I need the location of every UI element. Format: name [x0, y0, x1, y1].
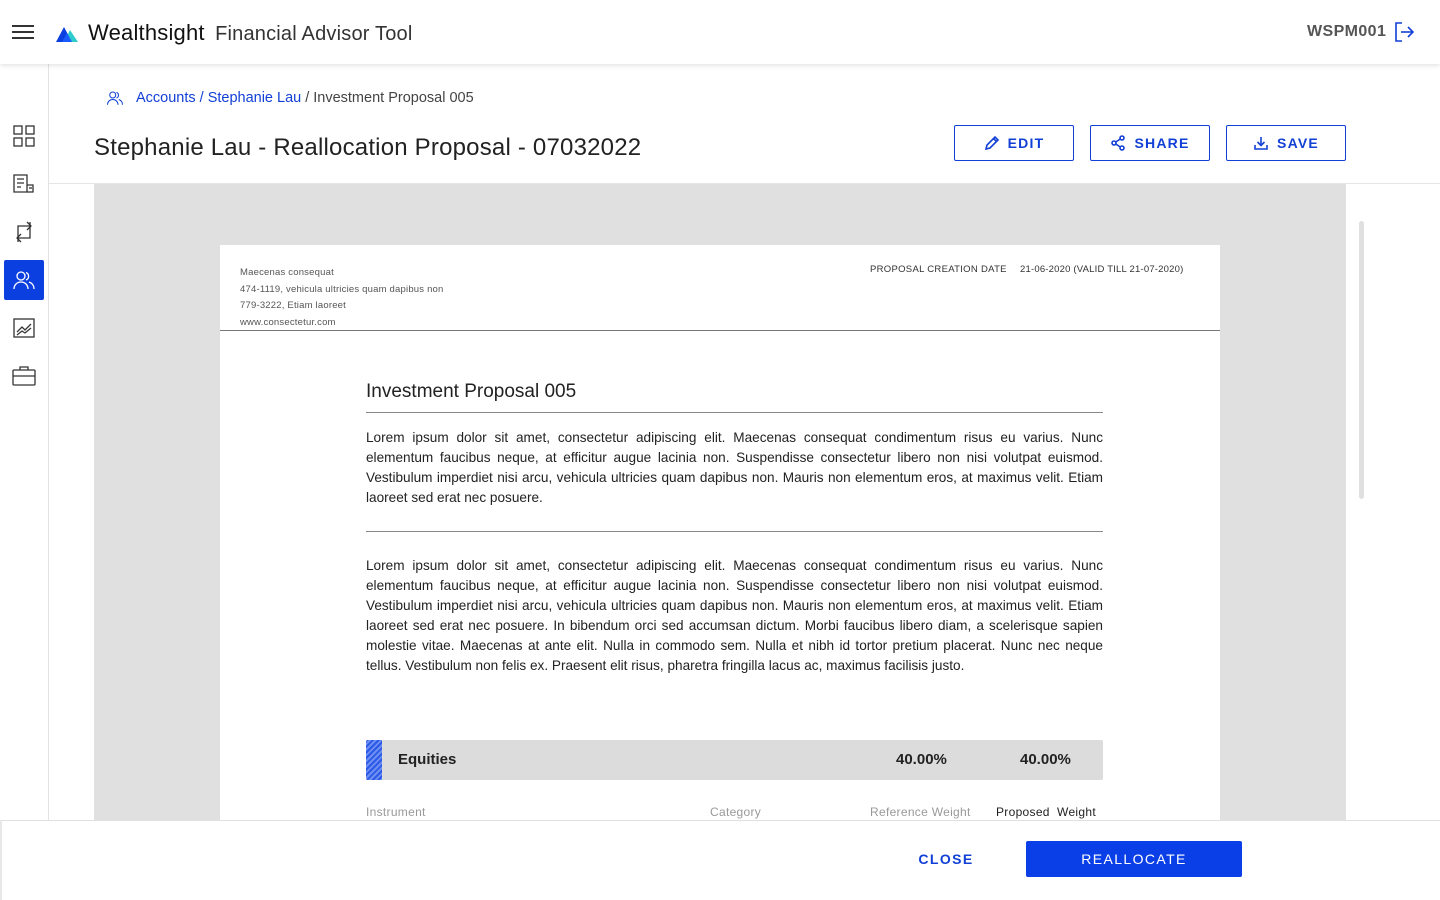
download-icon	[1253, 135, 1269, 151]
brand-subtitle: Financial Advisor Tool	[215, 23, 413, 45]
logout-icon[interactable]	[1392, 20, 1416, 44]
address-line: 474-1119, vehicula ultricies quam dapibus non	[240, 283, 444, 295]
people-icon	[12, 269, 36, 291]
paragraph-1: Lorem ipsum dolor sit amet, consectetur adipiscing elit. Maecenas consequat condimentum risus eu varius. Nunc elementum faucibus neque, at efficitur augue lacinia non. Suspendisse consectetur libero non nisi volutpat euismod. Vestibulum imperdiet nisi arcu, vehicula ultricies quam dapibus non. Mauris non elementum eros, at maximus velit. Etiam laoreet sed erat nec posuere.	[366, 430, 1103, 505]
share-button[interactable]	[1090, 125, 1210, 161]
equities-label: Equities	[398, 751, 457, 768]
address-line: 779-3222, Etiam laoreet	[240, 300, 346, 311]
share-button-label: SHARE	[1134, 135, 1190, 151]
sidebar-item-documents[interactable]	[4, 164, 44, 204]
document-header	[220, 245, 1220, 331]
pencil-icon	[984, 135, 1000, 151]
column-header-category: Category	[710, 805, 762, 819]
save-button-label: SAVE	[1277, 135, 1319, 151]
brand-name: Wealthsight	[88, 20, 205, 45]
save-button[interactable]	[1226, 125, 1346, 161]
sidebar-item-analytics[interactable]	[4, 308, 44, 348]
people-icon	[106, 89, 124, 107]
column-header-proposed-weight: Proposed Weight	[996, 805, 1096, 819]
share-icon	[1110, 135, 1126, 151]
divider	[366, 531, 1103, 532]
user-code[interactable]: WSPM001	[1307, 23, 1387, 40]
document-title: Investment Proposal 005	[366, 381, 577, 402]
footer-bar	[0, 820, 1440, 900]
document-page	[220, 245, 1220, 820]
document-preview[interactable]	[94, 184, 1346, 820]
wealthsight-logo-icon	[56, 24, 80, 42]
breadcrumb	[106, 89, 474, 107]
company-address	[240, 265, 444, 331]
equities-section-header	[366, 740, 1103, 780]
reallocate-button[interactable]: REALLOCATE	[1026, 841, 1242, 877]
paragraph-2: Lorem ipsum dolor sit amet, consectetur adipiscing elit. Maecenas consequat condimentum risus eu varius. Nunc elementum faucibus neque, at efficitur augue lacinia non. Suspendisse consectetur libero non nisi volutpat euismod. Vestibulum imperdiet nisi arcu, vehicula ultricies quam dapibus non. Mauris non elementum eros, at maximus velit. Etiam laoreet sed erat nec posuere. In bibendum orci sed accumsan dictum. Morbi faucibus libero diam, a scelerisque sapien molestie vitae. Maecenas at ante elit. Nulla in commodo sem. Nulla et nibh id tortor pretium placerat. Nunc nec neque tellus. Vestibulum non felis ex. Praesent elit risus, pharetra fringilla lacus ac, maximus facilisis justo.	[366, 558, 1103, 673]
creation-date-label: PROPOSAL CREATION DATE	[870, 264, 1007, 275]
column-header-reference-weight: Reference Weight	[870, 805, 971, 819]
chart-icon	[12, 317, 36, 339]
breadcrumb-client[interactable]: Stephanie Lau	[207, 90, 302, 106]
menu-icon[interactable]	[12, 22, 36, 42]
sidebar-item-accounts[interactable]	[4, 260, 44, 300]
breadcrumb-current: Investment Proposal 005	[313, 90, 474, 106]
sidebar-item-reallocate[interactable]	[4, 212, 44, 252]
page-title: Stephanie Lau - Reallocation Proposal - 07032022	[94, 134, 642, 161]
edit-button-label: EDIT	[1007, 135, 1045, 151]
equities-color-swatch	[366, 740, 382, 780]
dashboard-grid-icon	[13, 125, 35, 147]
equities-reference-weight: 40.00%	[896, 751, 947, 768]
divider	[366, 412, 1103, 413]
brand-title	[88, 20, 413, 46]
documents-icon	[12, 173, 36, 195]
document-scrollbar[interactable]	[1359, 221, 1364, 499]
creation-date-value: 21-06-2020 (VALID TILL 21-07-2020)	[1020, 264, 1184, 275]
sidebar	[0, 64, 49, 820]
sidebar-item-portfolio[interactable]	[4, 356, 44, 396]
column-header-instrument: Instrument	[366, 805, 426, 819]
breadcrumb-separator: /	[199, 90, 204, 106]
close-button[interactable]: CLOSE	[896, 841, 996, 877]
address-line: Maecenas consequat	[240, 267, 334, 278]
top-bar	[0, 0, 1440, 64]
briefcase-icon	[12, 365, 36, 387]
equities-proposed-weight: 40.00%	[1020, 751, 1071, 768]
edit-button[interactable]	[954, 125, 1074, 161]
breadcrumb-separator: /	[305, 90, 310, 106]
address-line: www.consectetur.com	[240, 316, 336, 328]
sidebar-item-dashboard[interactable]	[4, 116, 44, 156]
breadcrumb-accounts[interactable]: Accounts	[136, 90, 196, 106]
reallocate-arrows-icon	[12, 220, 36, 244]
